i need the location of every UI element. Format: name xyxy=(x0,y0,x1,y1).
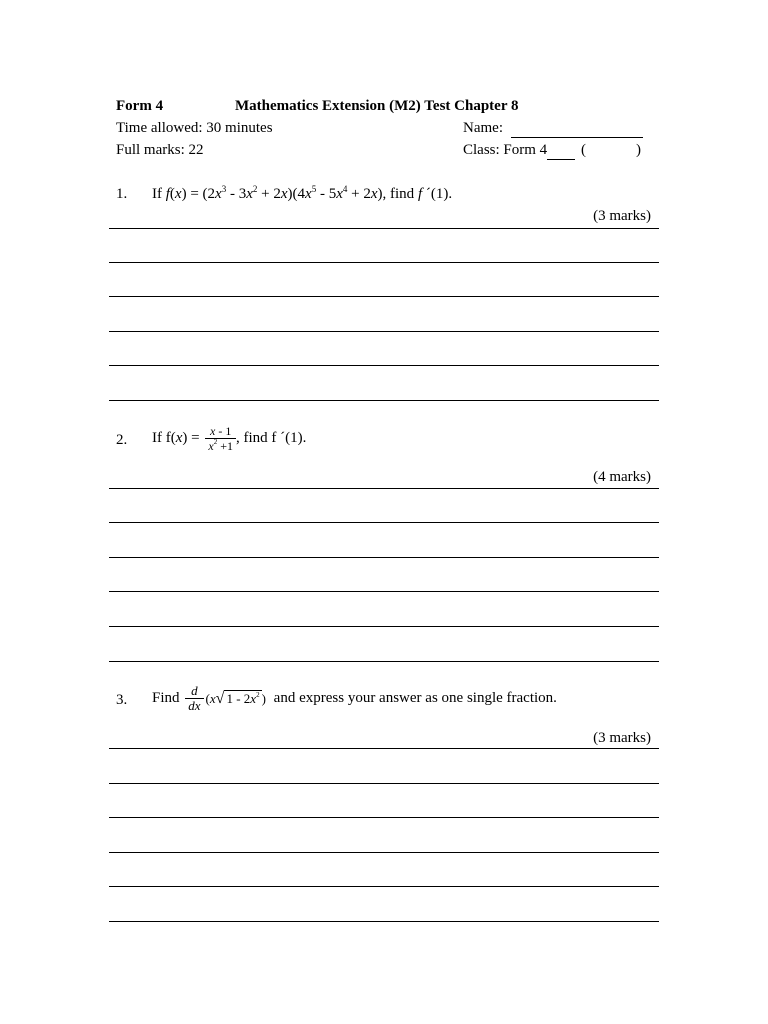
answer-line xyxy=(109,557,659,558)
class-blank[interactable] xyxy=(547,142,575,160)
q2-number: 2. xyxy=(116,432,128,448)
q1-marks: (3 marks) xyxy=(593,208,651,224)
answer-line xyxy=(109,331,659,332)
q1-number: 1. xyxy=(116,186,128,202)
answer-line xyxy=(109,783,659,784)
answer-line xyxy=(109,262,659,263)
q3-expression: (x√ $1 - 2x^2$ ) xyxy=(205,689,266,707)
answer-line xyxy=(109,488,659,489)
answer-line xyxy=(109,591,659,592)
answer-line xyxy=(109,852,659,853)
time-allowed: Time allowed: 30 minutes xyxy=(116,120,273,136)
answer-line xyxy=(109,817,659,818)
answer-line xyxy=(109,296,659,297)
answer-line xyxy=(109,661,659,662)
class-no-blank[interactable] xyxy=(586,142,636,159)
answer-line xyxy=(109,365,659,366)
answer-line xyxy=(109,400,659,401)
answer-line xyxy=(109,886,659,887)
answer-line xyxy=(109,921,659,922)
name-blank[interactable] xyxy=(511,120,643,138)
q2-marks: (4 marks) xyxy=(593,469,651,485)
q3-derivative-operator: $\frac{d}{dx}$ xyxy=(185,684,203,713)
class-no-close: ) xyxy=(635,142,641,158)
name-label: Name: xyxy=(463,120,503,136)
q3-tail: and express your answer as one single fraction. xyxy=(273,690,557,706)
q3-marks: (3 marks) xyxy=(593,730,651,746)
q3-number: 3. xyxy=(116,692,128,708)
name-field xyxy=(463,120,643,138)
answer-line xyxy=(109,626,659,627)
class-field xyxy=(463,142,641,160)
form-label: Form 4 xyxy=(116,98,164,114)
test-title: Mathematics Extension (M2) Test Chapter 8 xyxy=(235,98,519,114)
class-label: Class: Form 4 xyxy=(463,142,548,158)
answer-line xyxy=(109,522,659,523)
full-marks: Full marks: 22 xyxy=(116,142,204,158)
q2-tail: , find f ´(1). xyxy=(235,430,307,446)
answer-line xyxy=(109,228,659,229)
q1-text: If $f(x) = (2x^3 - 3x^2 + 2x)(4x^5 - 5x^4 + 2x)$, find f ´(1). xyxy=(152,184,453,202)
answer-line xyxy=(109,748,659,749)
q2-text: If f(x) = $\frac{x - 1}{x^2 +1}$ , find f ´(1). xyxy=(152,424,307,453)
q3-text: Find $\frac{d}{dx}$ (x√ $1 - 2x^2$ ) and express your answer as one single fraction. xyxy=(152,683,557,713)
class-no-open: ( xyxy=(580,142,586,158)
q2-fraction: $\frac{x - 1}{x^2 +1}$ xyxy=(205,424,236,453)
